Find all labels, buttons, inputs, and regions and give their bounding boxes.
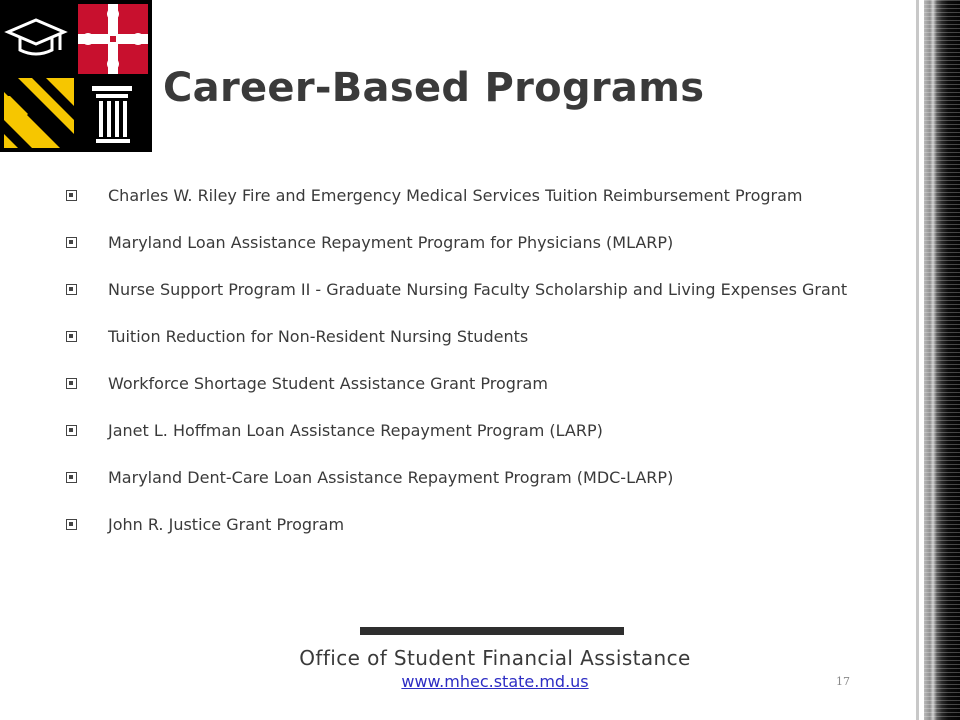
- mhec-logo: [0, 0, 152, 152]
- square-bullet-icon: [66, 284, 77, 295]
- list-item-text: Workforce Shortage Student Assistance Grant Program: [108, 374, 548, 393]
- list-item-text: Maryland Dent-Care Loan Assistance Repayment Program (MDC-LARP): [108, 468, 674, 487]
- square-bullet-icon: [66, 190, 77, 201]
- bottony-cross-icon: [78, 4, 148, 74]
- list-item-text: Charles W. Riley Fire and Emergency Medical Services Tuition Reimbursement Program: [108, 186, 803, 205]
- square-bullet-icon: [66, 331, 77, 342]
- list-item: [66, 468, 896, 488]
- list-item: [66, 186, 896, 206]
- program-list: [66, 186, 896, 562]
- slide-title: Career-Based Programs: [163, 65, 705, 111]
- square-bullet-icon: [66, 237, 77, 248]
- square-bullet-icon: [66, 472, 77, 483]
- square-bullet-icon: [66, 425, 77, 436]
- square-bullet-icon: [66, 378, 77, 389]
- grunge-edge-border: [924, 0, 960, 720]
- list-item-text: John R. Justice Grant Program: [108, 515, 345, 534]
- list-item: [66, 280, 896, 300]
- edge-divider: [916, 0, 919, 720]
- list-item-text: Tuition Reduction for Non-Resident Nursing Students: [108, 327, 529, 346]
- list-item-text: Nurse Support Program II - Graduate Nursing Faculty Scholarship and Living Expenses Grant: [108, 280, 848, 299]
- footer-office-name: Office of Student Financial Assistance: [299, 646, 691, 670]
- square-bullet-icon: [66, 519, 77, 530]
- page-number: 17: [836, 675, 850, 688]
- list-item: [66, 421, 896, 441]
- website-link[interactable]: www.mhec.state.md.us: [401, 672, 589, 691]
- list-item: [66, 515, 896, 535]
- list-item-text: Janet L. Hoffman Loan Assistance Repayment Program (LARP): [108, 421, 603, 440]
- list-item-text: Maryland Loan Assistance Repayment Program for Physicians (MLARP): [108, 233, 674, 252]
- list-item: [66, 233, 896, 253]
- list-item: [66, 327, 896, 347]
- list-item: [66, 374, 896, 394]
- maryland-flag-logo: [4, 78, 74, 148]
- footer-divider: [360, 627, 624, 635]
